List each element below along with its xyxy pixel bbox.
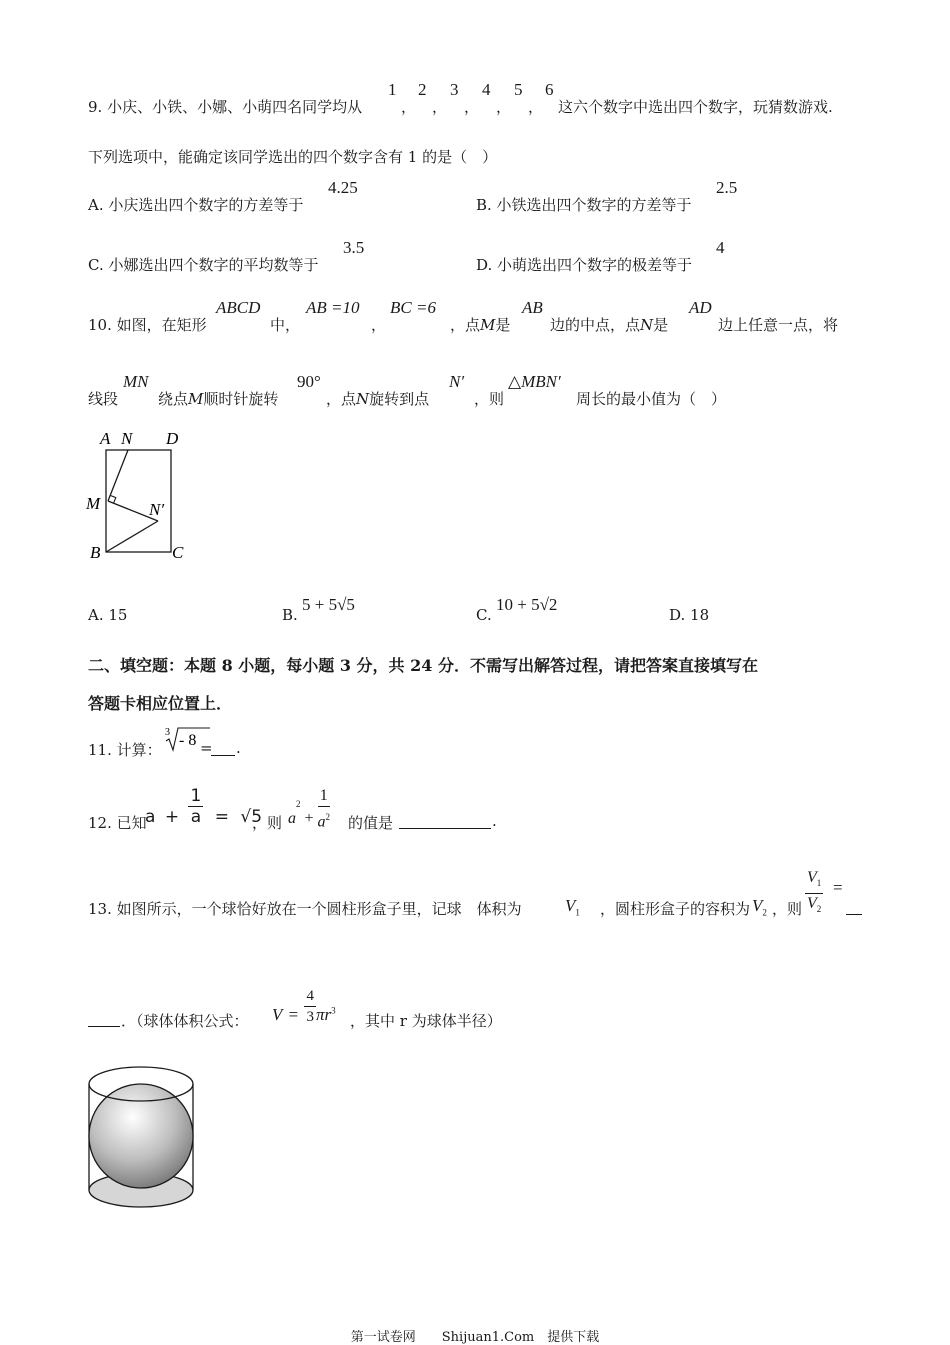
q11-prefix: 11. 计算： <box>88 741 162 759</box>
q9-option-d-value: 4 <box>716 238 725 257</box>
q12-fraction-2: $\frac{1}{a^2}$ <box>317 787 331 831</box>
radicand: - 8 <box>179 732 197 749</box>
q10-point-m: ，点M是 <box>450 316 511 334</box>
sphere-in-cylinder-figure <box>80 1060 205 1215</box>
q10-zhong: 中， <box>270 316 301 334</box>
q10-seg-text: 线段 <box>88 390 119 408</box>
q10-bc: BC =6 <box>390 298 436 317</box>
q13-v1: $V_1$ <box>565 896 580 918</box>
q9-comma: ， <box>496 98 512 116</box>
q12-expression: $a^2$ + $\frac{1}{a^2}$ <box>288 787 331 831</box>
segment-bn-prime <box>106 521 158 552</box>
q10-option-c-value: 10 + 5√2 <box>496 595 558 614</box>
q13-mid: ，圆柱形盒子的容积为 <box>600 900 751 918</box>
q9-comma: ， <box>432 98 448 116</box>
q10-option-b: B. <box>282 606 298 624</box>
q12-condition: a + $\frac{1}{a}$ = √5 <box>145 786 263 827</box>
q10-mid: 边的中点，点N是 <box>550 316 669 334</box>
q10-sep: ， <box>371 316 387 334</box>
q10-around: 绕点M顺时针旋转 <box>158 390 279 408</box>
q10-triangle: △MBN′ <box>508 372 561 391</box>
section-2-heading: 二、填空题：本题 8 小题，每小题 3 分，共 24 分．不需写出解答过程，请把答案直接填写在 <box>88 656 758 675</box>
q10-perimeter: 周长的最小值为（ ） <box>576 390 727 408</box>
label-b: B <box>90 543 101 562</box>
q9-line1: 9. 小庆、小铁、小娜、小萌四名同学均从 <box>88 98 363 116</box>
q12-fraction: $\frac{1}{a}$ <box>190 786 202 827</box>
q10-mn: MN <box>123 372 149 391</box>
q9-option-b-value: 2.5 <box>716 178 738 197</box>
q13-volume-formula: V = $\frac{4}{3}$ $\pi r^3$ <box>272 988 336 1025</box>
q10-option-d: D. 18 <box>669 606 710 624</box>
q9-num-3: 3 <box>450 80 459 99</box>
q13-ratio: $\frac{V_1}{V_2}$ <box>807 869 822 915</box>
q10-nprime: N′ <box>449 372 465 391</box>
q13-line2-suffix: ，其中 r 为球体半径） <box>350 1012 502 1030</box>
q13-then: ，则 <box>772 900 803 918</box>
q9-option-a-value: 4.25 <box>328 178 358 197</box>
label-n-prime: N′ <box>149 500 165 519</box>
q10-ab: AB =10 <box>306 298 360 317</box>
q9-option-d: D. 小萌选出四个数字的极差等于 <box>476 256 693 274</box>
sphere <box>89 1084 193 1188</box>
q9-line2: 下列选项中，能确定该同学选出的四个数字含有 1 的是（ ） <box>88 148 498 166</box>
q9-option-a: A. 小庆选出四个数字的方差等于 <box>88 196 304 214</box>
q9-option-c-value: 3.5 <box>343 238 365 257</box>
q9-line1-suffix: 这六个数字中选出四个数字，玩猜数游戏. <box>558 98 833 116</box>
q9-comma: ， <box>528 98 544 116</box>
q13-v2: $V_2$ <box>752 896 767 918</box>
q10-ad: AD <box>689 298 712 317</box>
q13-line2-prefix: ．（球体体积公式： <box>121 1012 249 1030</box>
q12-then: ，则 <box>252 814 283 832</box>
label-d: D <box>166 429 179 448</box>
q11-period: . <box>236 739 241 757</box>
q10-rect: ABCD <box>216 298 261 317</box>
q13-line1: 13. 如图所示，一个球恰好放在一个圆柱形盒子里，记球 体积为 <box>88 900 522 918</box>
q10-ab2: AB <box>522 298 543 317</box>
q9-num-1: 1 <box>388 80 397 99</box>
q12-suffix: 的值是 <box>348 814 394 832</box>
q10-prefix: 10. 如图，在矩形 <box>88 316 207 334</box>
q13-answer-blank-1 <box>846 900 862 915</box>
page-footer: 第一试卷网 Shijuan1.Com 提供下载 <box>350 1330 600 1345</box>
q10-option-b-value: 5 + 5√5 <box>302 595 355 614</box>
q9-num-2: 2 <box>418 80 427 99</box>
q12-prefix: 12. 已知 <box>88 814 147 832</box>
q9-comma: ， <box>464 98 480 116</box>
q9-comma: ， <box>401 98 417 116</box>
section-2-heading-cont: 答题卡相应位置上． <box>88 694 233 713</box>
q10-then: ，则 <box>474 390 505 408</box>
q12-answer-blank <box>399 814 491 829</box>
q10-rest1: 边上任意一点，将 <box>718 316 839 334</box>
q10-option-c: C. <box>476 606 492 624</box>
q11-eq: = <box>200 739 213 757</box>
q10-point-n: ，点N旋转到点 <box>326 390 430 408</box>
label-n: N <box>121 429 133 448</box>
q10-rectangle-figure <box>80 425 200 570</box>
label-a: A <box>100 429 111 448</box>
q9-num-6: 6 <box>545 80 554 99</box>
q9-option-c: C. 小娜选出四个数字的平均数等于 <box>88 256 319 274</box>
q13-eq: = <box>833 878 843 897</box>
q9-num-4: 4 <box>482 80 491 99</box>
q9-option-b: B. 小铁选出四个数字的方差等于 <box>476 196 692 214</box>
q13-answer-blank-2 <box>88 1012 120 1027</box>
q9-num-5: 5 <box>514 80 523 99</box>
q12-period: . <box>492 812 497 830</box>
q11-answer-blank <box>211 741 235 756</box>
root-index: 3 <box>165 727 170 738</box>
label-m: M <box>86 494 101 513</box>
segment-mn <box>108 450 128 501</box>
q10-option-a: A. 15 <box>88 606 128 624</box>
q10-angle: 90° <box>297 372 321 391</box>
label-c: C <box>172 543 184 562</box>
